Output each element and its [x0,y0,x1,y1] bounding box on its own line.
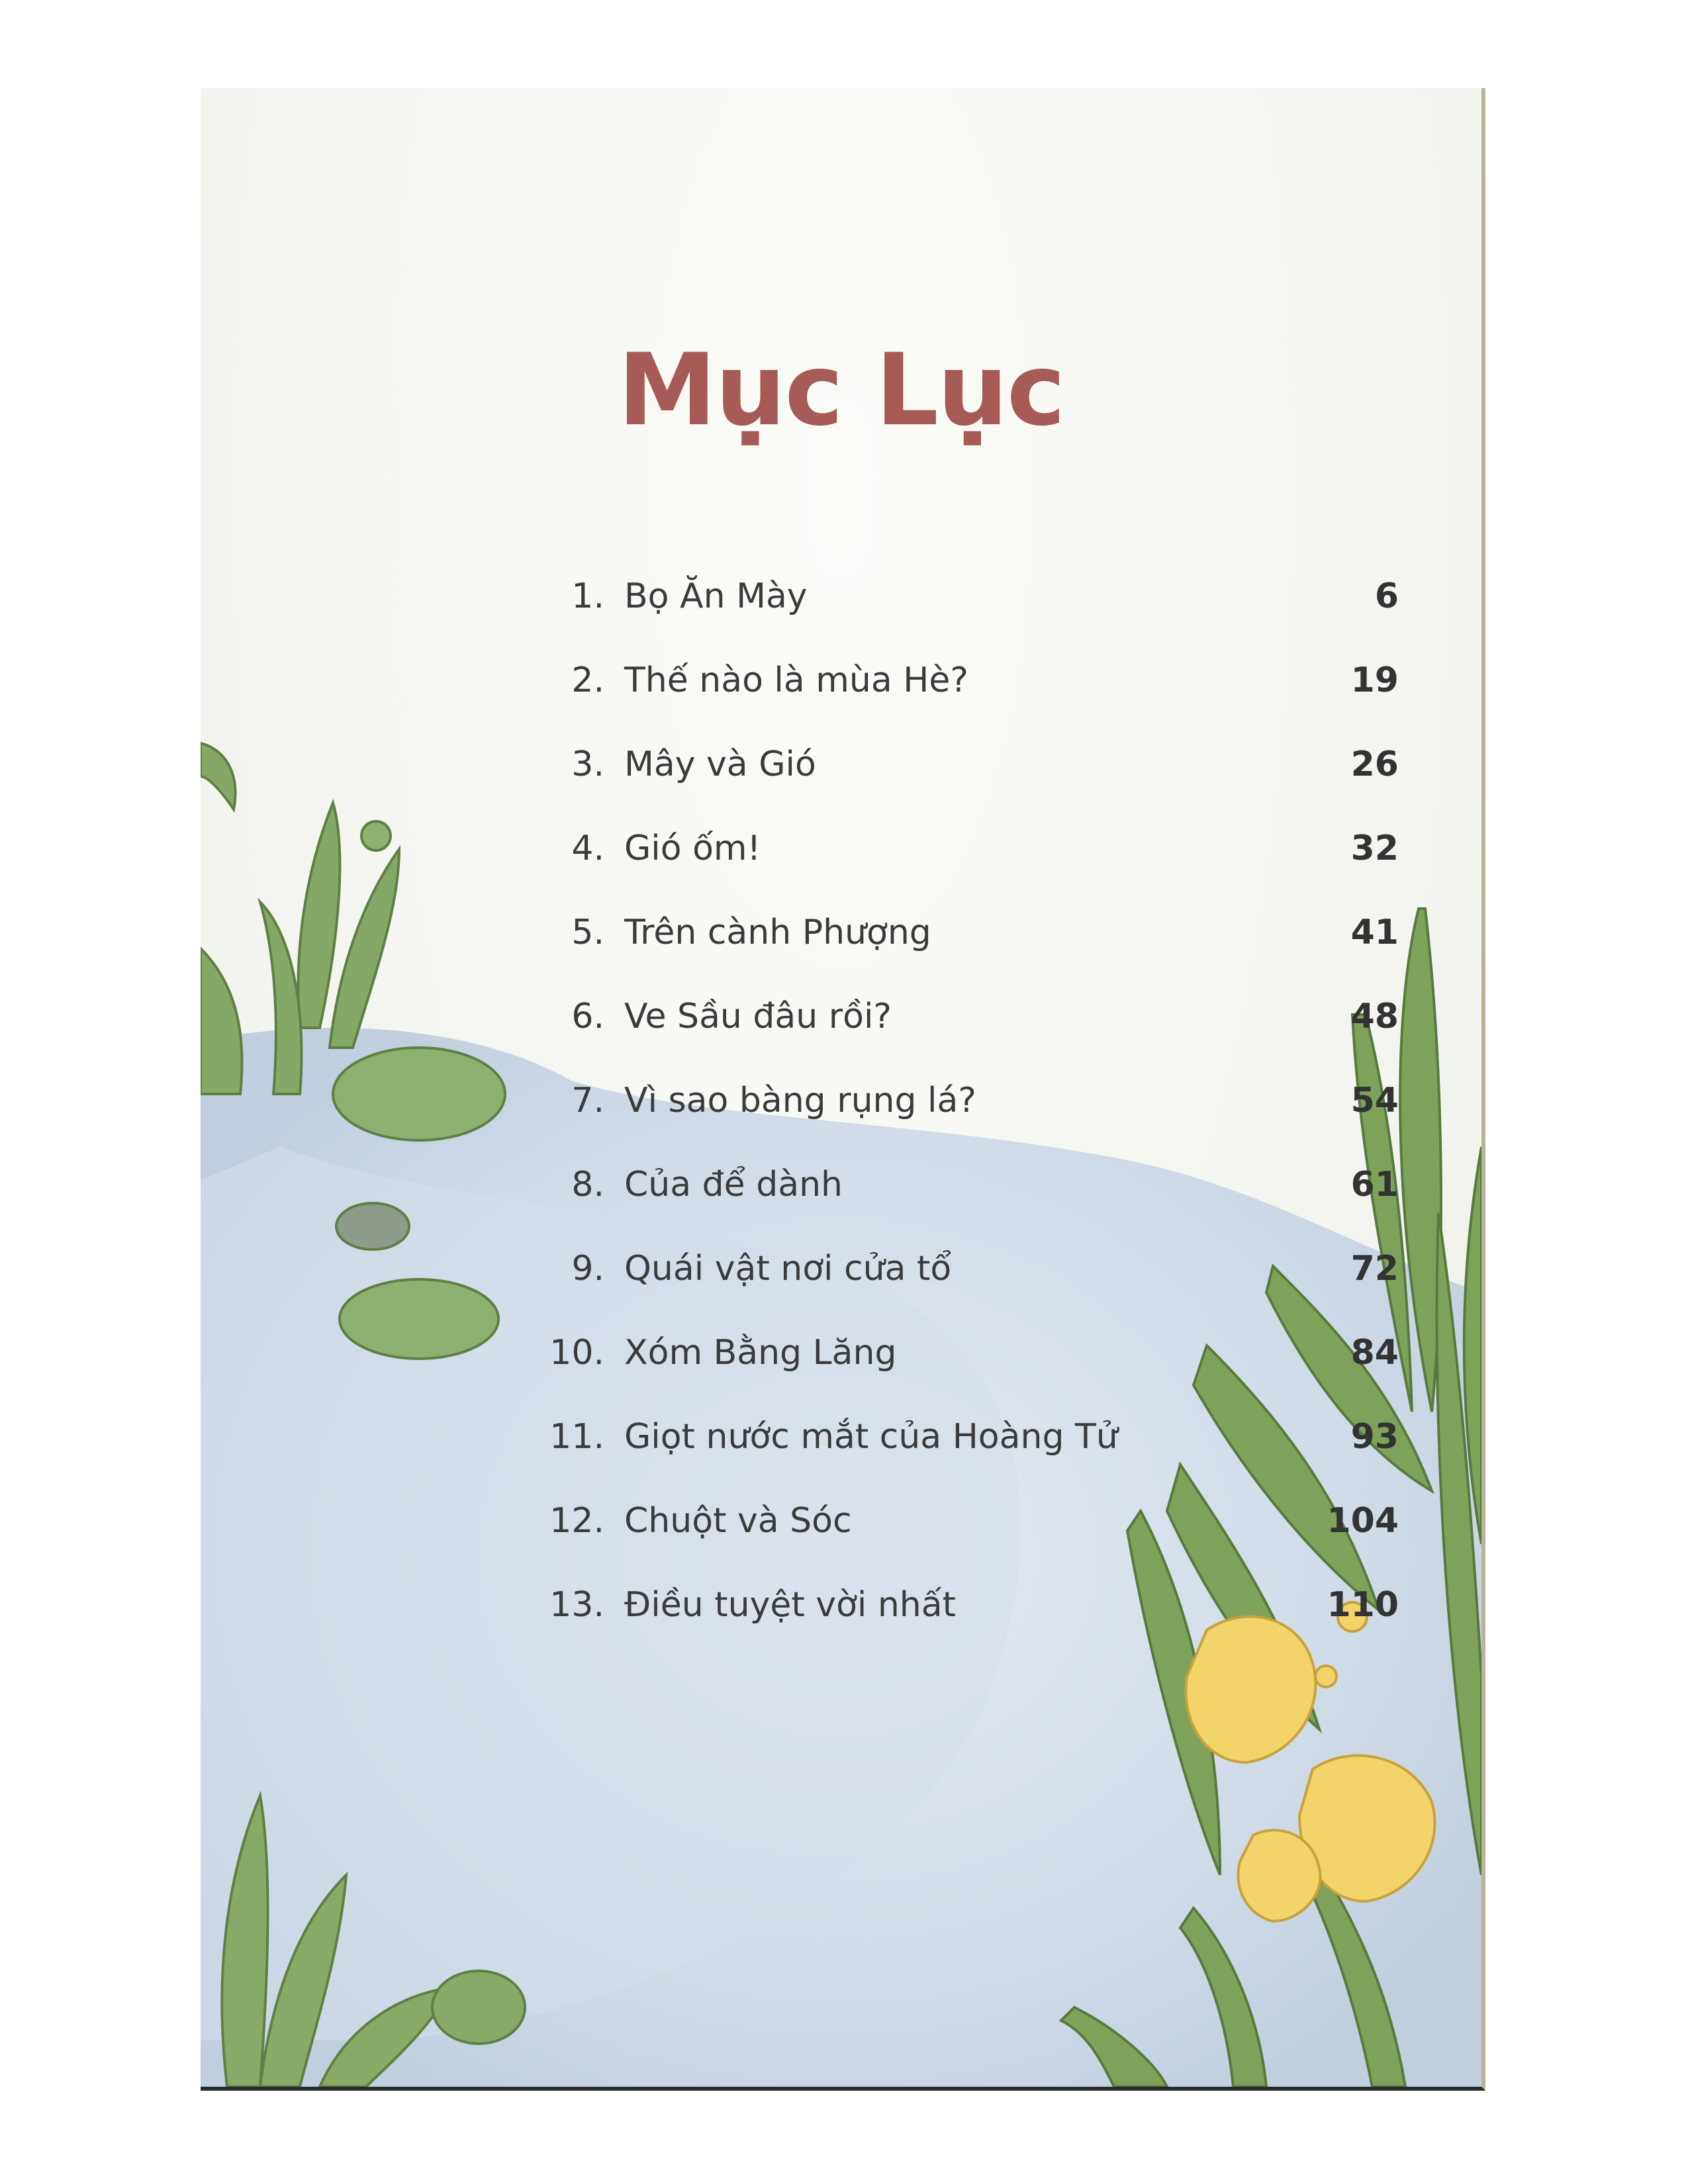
toc-entry [532,997,1399,1056]
toc-entry-title: Điều tuyệt vời nhất [624,1585,956,1625]
toc-entry-title: Ve Sầu đâu rồi? [624,997,892,1036]
toc-entry [532,660,1399,720]
toc-entry-page-number: 6 [1374,576,1399,616]
toc-entry-number: 2. [571,660,604,700]
toc-entry-number: 13. [549,1585,604,1625]
toc-entry [532,1081,1399,1140]
toc-entry-title: Xóm Bằng Lăng [624,1333,897,1373]
toc-entry-number: 3. [571,745,604,784]
toc-entry-title: Giọt nước mắt của Hoàng Tử [624,1417,1118,1457]
toc-entry-page-number: 26 [1350,745,1399,784]
toc-entry-title: Quái vật nơi cửa tổ [624,1249,952,1289]
toc-entry-page-number: 32 [1350,829,1399,868]
toc-entry-page-number: 54 [1350,1081,1399,1120]
toc-entry-title: Trên cành Phượng [624,913,931,952]
toc-entry-number: 5. [571,913,604,952]
toc-entry-number: 8. [571,1165,604,1205]
toc-entry-number: 6. [571,997,604,1036]
toc-entry [532,745,1399,804]
toc-entry-title: Bọ Ăn Mày [624,576,808,616]
toc-entry-number: 7. [571,1081,604,1120]
toc-entry-page-number: 48 [1350,997,1399,1036]
toc-entry-number: 11. [549,1417,604,1457]
toc-entry-page-number: 84 [1350,1333,1399,1373]
toc-entry-title: Mây và Gió [624,745,816,784]
toc-entry [532,1165,1399,1224]
toc-entry-title: Vì sao bàng rụng lá? [624,1081,976,1120]
toc-entry [532,1417,1399,1477]
toc-entry [532,829,1399,888]
toc-entry-number: 9. [571,1249,604,1289]
toc-entry-title: Chuột và Sóc [624,1501,852,1541]
toc-entry-page-number: 110 [1327,1585,1399,1625]
toc-entry-number: 1. [571,576,604,616]
toc-entry [532,576,1399,636]
toc-entry-number: 4. [571,829,604,868]
book-page [201,88,1485,2091]
toc-entry-title: Thế nào là mùa Hè? [624,660,968,700]
toc-entry-page-number: 41 [1350,913,1399,952]
toc-entry [532,913,1399,972]
toc-entry-page-number: 93 [1350,1417,1399,1457]
toc-entry-page-number: 61 [1350,1165,1399,1205]
toc-entry [532,1501,1399,1561]
toc-entry-page-number: 104 [1327,1501,1399,1541]
toc-entry [532,1585,1399,1645]
toc-entry-title: Của để dành [624,1165,843,1205]
toc-entry-number: 10. [549,1333,604,1373]
toc-entry-page-number: 19 [1350,660,1399,700]
toc-entry [532,1333,1399,1392]
page-title: Mục Lục [618,333,1064,448]
toc-entry-title: Gió ốm! [624,829,761,868]
toc-entry [532,1249,1399,1308]
toc-entry-number: 12. [549,1501,604,1541]
toc-entry-page-number: 72 [1350,1249,1399,1289]
